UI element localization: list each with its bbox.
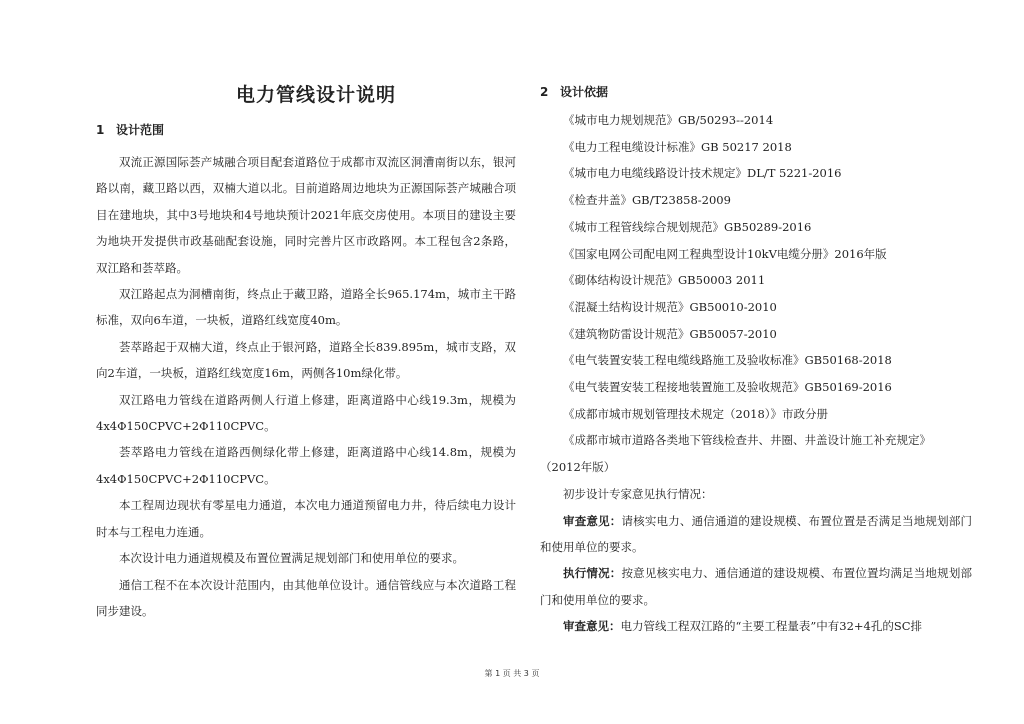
reference-item: 《电力工程电缆设计标准》GB 50217 2018 — [563, 139, 792, 154]
reference-item: 《成都市城市道路各类地下管线检查井、井圈、井盖设计施工补充规定》 — [563, 433, 931, 448]
scope-paragraph: 通信工程不在本次设计范围内，由其他单位设计。通信管线应与本次道路工程同步建设。 — [96, 577, 516, 618]
section-1-number: 1 — [96, 123, 105, 137]
section-2-number: 2 — [540, 85, 549, 99]
section-1-heading — [96, 117, 516, 143]
reference-item: 《电气装置安装工程接地装置施工及验收规范》GB50169-2016 — [563, 380, 892, 395]
right-column — [540, 72, 972, 640]
review-text: 按意见核实电力、通信通道的建设规模、布置位置均满足当地规划部门和使用单位的要求。 — [540, 566, 973, 607]
reference-item: 《检查井盖》GB/T23858-2009 — [563, 193, 731, 208]
review-item — [540, 613, 972, 639]
reference-item: 《城市电力规划规范》GB/50293--2014 — [563, 113, 774, 127]
review-label: 审查意见： — [563, 513, 622, 528]
scope-paragraph: 双江路电力管线在道路两侧人行道上修建，距离道路中心线19.3m，规模为4x4Φ150CPVC+2Φ110CPVC。 — [96, 392, 516, 434]
reference-continuation: （2012年版） — [540, 460, 616, 475]
reference-item: 《混凝土结构设计规范》GB50010-2010 — [563, 299, 777, 314]
reference-item: 《成都市城市规划管理技术规定（2018）》市政分册 — [563, 406, 829, 421]
review-intro: 初步设计专家意见执行情况： — [563, 486, 713, 501]
scope-paragraph: 本次设计电力通道规模及布置位置满足规划部门和使用单位的要求。 — [119, 551, 464, 566]
section-2-title: 设计依据 — [560, 85, 609, 99]
left-column — [96, 72, 516, 624]
reference-item: 《国家电网公司配电网工程典型设计10kV电缆分册》2016年版 — [563, 246, 887, 261]
scope-paragraph: 本工程周边现状有零星电力通道，本次电力通道预留电力井，待后续电力设计时本与工程电力连通。 — [96, 498, 516, 539]
section-1-title: 设计范围 — [116, 123, 165, 137]
scope-paragraph: 双江路起点为洞槽南街，终点止于藏卫路，道路全长965.174m，城市主干路标准，双向6车道，一块板，道路红线宽度40m。 — [96, 287, 516, 328]
review-text: 电力管线工程双江路的“主要工程量表”中有32+4孔的SC排 — [620, 619, 923, 634]
reference-item: 《砌体结构设计规范》GB50003 2011 — [563, 273, 766, 288]
scope-paragraph: 双流正源国际荟产城融合项目配套道路位于成都市双流区洞漕南街以东，银河路以南，藏卫路以西，双楠大道以北。目前道路周边地块为正源国际荟产城融合项目在建地块，其中3号地块和4号地块预计2021年底交房使用。本项目的建设主要为地块开发提供市政基础配套设施，同时完善片区市政路网。本工程包含2条路，双江路和荟萃路。 — [96, 155, 516, 275]
review-item — [540, 560, 972, 613]
review-text: 请核实电力、通信通道的建设规模、布置位置是否满足当地规划部门和使用单位的要求。 — [540, 513, 973, 554]
review-label: 审查意见： — [563, 619, 621, 634]
review-item — [540, 508, 972, 561]
document-title: 电力管线设计说明 — [235, 84, 396, 106]
reference-item: 《电气装置安装工程电缆线路施工及验收标准》GB50168-2018 — [563, 353, 892, 368]
page-footer: 第 1 页 共 3 页 — [484, 669, 540, 678]
reference-item: 《城市工程管线综合规划规范》GB50289-2016 — [563, 219, 812, 234]
reference-item: 《建筑物防雷设计规范》GB50057-2010 — [563, 326, 777, 341]
reference-item: 《城市电力电缆线路设计技术规定》DL/T 5221-2016 — [563, 166, 842, 181]
section-2-heading — [540, 79, 972, 105]
scope-paragraph: 荟萃路电力管线在道路西侧绿化带上修建，距离道路中心线14.8m，规模为4x4Φ150CPVC+2Φ110CPVC。 — [96, 445, 516, 486]
scope-paragraph: 荟萃路起于双楠大道，终点止于银河路，道路全长839.895m，城市支路，双向2车道，一块板，道路红线宽度16m，两侧各10m绿化带。 — [96, 339, 516, 381]
review-label: 执行情况： — [563, 566, 622, 581]
